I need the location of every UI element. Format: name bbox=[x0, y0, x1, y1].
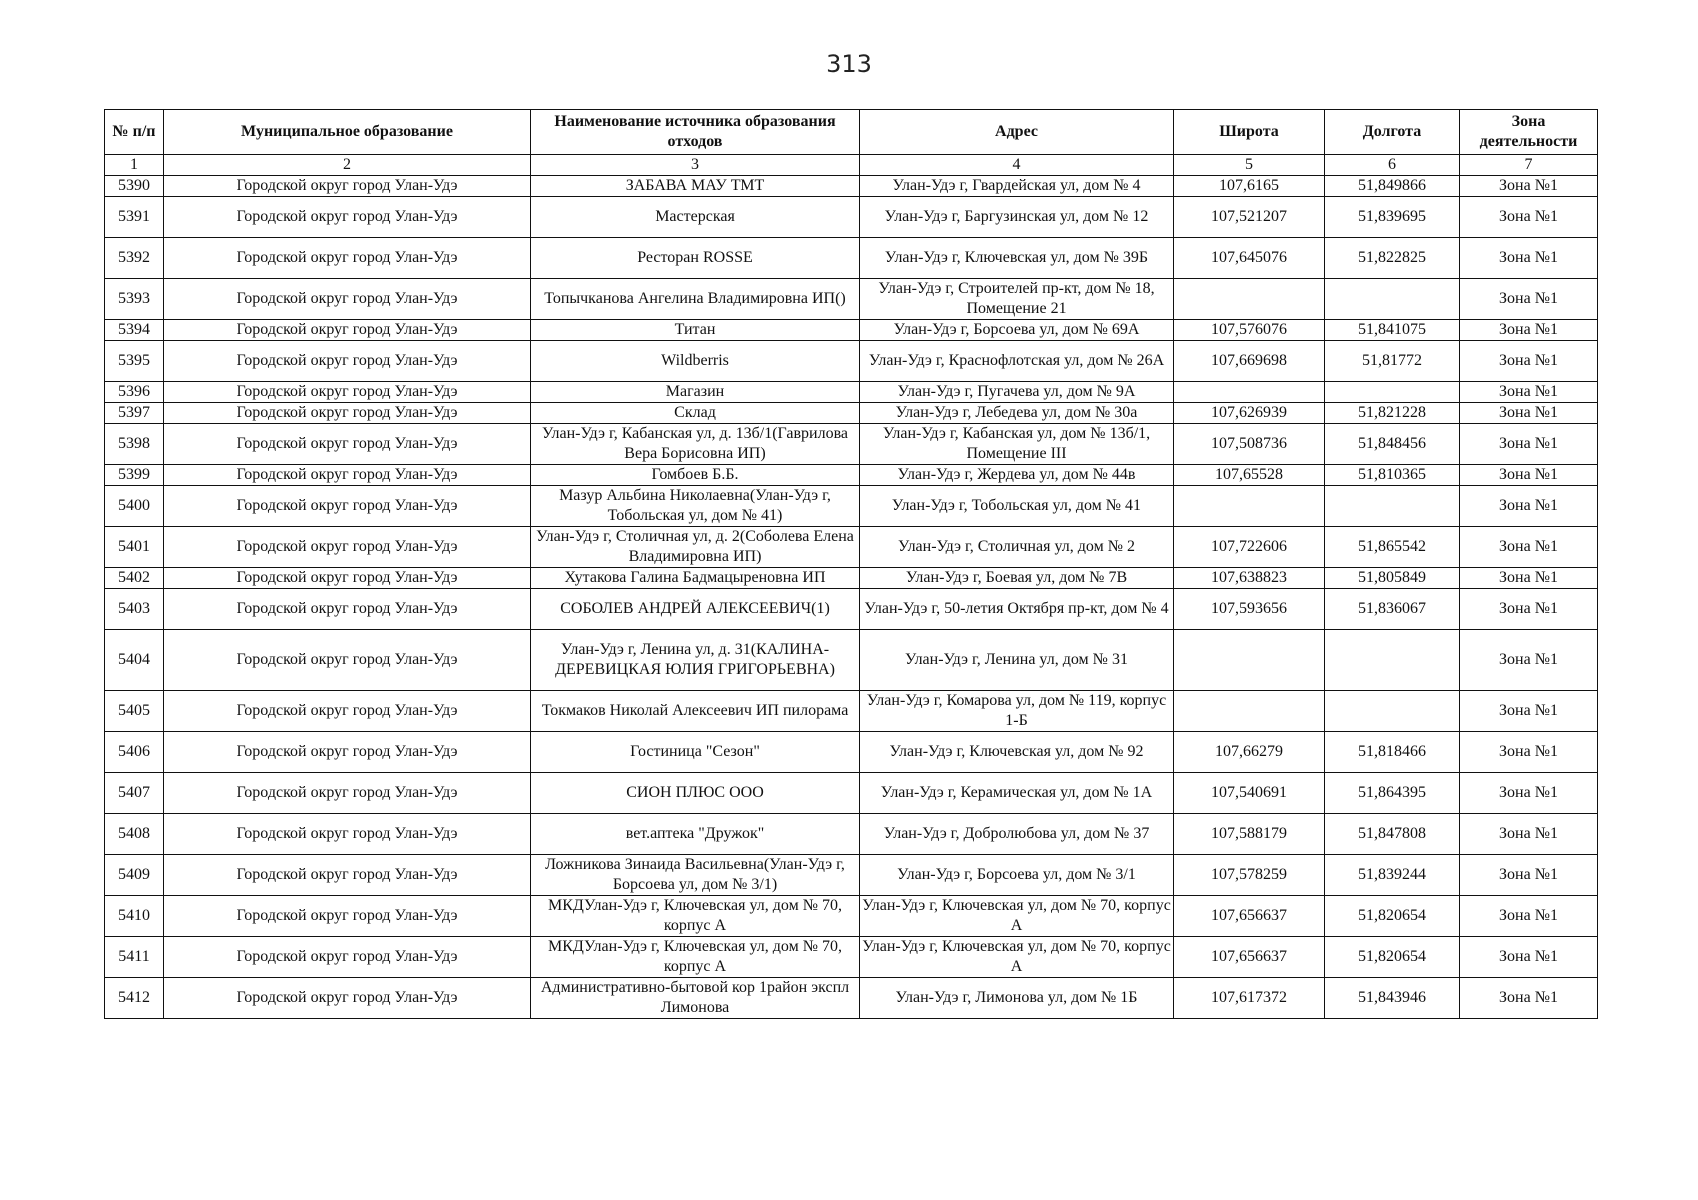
table-row bbox=[105, 773, 1598, 814]
cell-address: Улан-Удэ г, Борсоева ул, дом № 69А bbox=[860, 320, 1174, 341]
cell-source: МКДУлан-Удэ г, Ключевская ул, дом № 70, корпус А bbox=[531, 937, 860, 978]
cell-municipality: Городской округ город Улан-Удэ bbox=[164, 382, 531, 403]
cell-address: Улан-Удэ г, Тобольская ул, дом № 41 bbox=[860, 486, 1174, 527]
table-row bbox=[105, 630, 1598, 691]
cell-municipality: Городской округ город Улан-Удэ bbox=[164, 773, 531, 814]
column-header-longitude: Долгота bbox=[1325, 110, 1460, 155]
waste-source-table bbox=[104, 109, 1598, 1019]
cell-municipality: Городской округ город Улан-Удэ bbox=[164, 279, 531, 320]
cell-latitude: 107,6165 bbox=[1174, 176, 1325, 197]
cell-address: Улан-Удэ г, Столичная ул, дом № 2 bbox=[860, 527, 1174, 568]
cell-source: Ложникова Зинаида Васильевна(Улан-Удэ г, Борсоева ул, дом № 3/1) bbox=[531, 855, 860, 896]
table-row bbox=[105, 176, 1598, 197]
cell-source: Улан-Удэ г, Столичная ул, д. 2(Соболева Елена Владимировна ИП) bbox=[531, 527, 860, 568]
cell-number: 5406 bbox=[105, 732, 164, 773]
cell-municipality: Городской округ город Улан-Удэ bbox=[164, 937, 531, 978]
cell-source: Мазур Альбина Николаевна(Улан-Удэ г, Тобольская ул, дом № 41) bbox=[531, 486, 860, 527]
cell-address: Улан-Удэ г, Борсоева ул, дом № 3/1 bbox=[860, 855, 1174, 896]
cell-longitude: 51,81772 bbox=[1325, 341, 1460, 382]
cell-source: СОБОЛЕВ АНДРЕЙ АЛЕКСЕЕВИЧ(1) bbox=[531, 589, 860, 630]
cell-source: Гостиница "Сезон" bbox=[531, 732, 860, 773]
cell-number: 5410 bbox=[105, 896, 164, 937]
cell-zone: Зона №1 bbox=[1460, 691, 1598, 732]
cell-source: Wildberris bbox=[531, 341, 860, 382]
cell-number: 5412 bbox=[105, 978, 164, 1019]
cell-longitude: 51,836067 bbox=[1325, 589, 1460, 630]
table-row bbox=[105, 527, 1598, 568]
cell-municipality: Городской округ город Улан-Удэ bbox=[164, 691, 531, 732]
cell-latitude bbox=[1174, 279, 1325, 320]
cell-longitude: 51,839695 bbox=[1325, 197, 1460, 238]
cell-zone: Зона №1 bbox=[1460, 424, 1598, 465]
cell-address: Улан-Удэ г, Пугачева ул, дом № 9А bbox=[860, 382, 1174, 403]
table-row bbox=[105, 691, 1598, 732]
cell-source: Топычканова Ангелина Владимировна ИП() bbox=[531, 279, 860, 320]
cell-latitude bbox=[1174, 630, 1325, 691]
cell-latitude: 107,593656 bbox=[1174, 589, 1325, 630]
cell-source: Улан-Удэ г, Ленина ул, д. 31(КАЛИНА-ДЕРЕВИЦКАЯ ЮЛИЯ ГРИГОРЬЕВНА) bbox=[531, 630, 860, 691]
cell-municipality: Городской округ город Улан-Удэ bbox=[164, 320, 531, 341]
table-row bbox=[105, 589, 1598, 630]
table-row bbox=[105, 814, 1598, 855]
cell-municipality: Городской округ город Улан-Удэ bbox=[164, 341, 531, 382]
column-header-address: Адрес bbox=[860, 110, 1174, 155]
cell-longitude: 51,865542 bbox=[1325, 527, 1460, 568]
column-index: 6 bbox=[1325, 155, 1460, 176]
cell-number: 5411 bbox=[105, 937, 164, 978]
cell-longitude: 51,822825 bbox=[1325, 238, 1460, 279]
cell-municipality: Городской округ город Улан-Удэ bbox=[164, 176, 531, 197]
cell-zone: Зона №1 bbox=[1460, 320, 1598, 341]
cell-zone: Зона №1 bbox=[1460, 197, 1598, 238]
cell-zone: Зона №1 bbox=[1460, 978, 1598, 1019]
cell-longitude: 51,839244 bbox=[1325, 855, 1460, 896]
cell-number: 5393 bbox=[105, 279, 164, 320]
cell-municipality: Городской округ город Улан-Удэ bbox=[164, 589, 531, 630]
cell-municipality: Городской округ город Улан-Удэ bbox=[164, 527, 531, 568]
cell-municipality: Городской округ город Улан-Удэ bbox=[164, 465, 531, 486]
cell-number: 5402 bbox=[105, 568, 164, 589]
cell-number: 5399 bbox=[105, 465, 164, 486]
cell-longitude bbox=[1325, 630, 1460, 691]
cell-longitude bbox=[1325, 279, 1460, 320]
cell-latitude: 107,638823 bbox=[1174, 568, 1325, 589]
cell-zone: Зона №1 bbox=[1460, 937, 1598, 978]
table-row bbox=[105, 382, 1598, 403]
cell-source: Титан bbox=[531, 320, 860, 341]
cell-latitude: 107,645076 bbox=[1174, 238, 1325, 279]
cell-latitude: 107,578259 bbox=[1174, 855, 1325, 896]
table-row bbox=[105, 238, 1598, 279]
table-row bbox=[105, 978, 1598, 1019]
table-row bbox=[105, 465, 1598, 486]
cell-latitude: 107,626939 bbox=[1174, 403, 1325, 424]
table-row bbox=[105, 403, 1598, 424]
column-index: 3 bbox=[531, 155, 860, 176]
cell-latitude: 107,656637 bbox=[1174, 896, 1325, 937]
cell-number: 5401 bbox=[105, 527, 164, 568]
cell-address: Улан-Удэ г, Добролюбова ул, дом № 37 bbox=[860, 814, 1174, 855]
column-header-zone: Зона деятельности bbox=[1460, 110, 1598, 155]
cell-latitude bbox=[1174, 382, 1325, 403]
cell-address: Улан-Удэ г, Жердева ул, дом № 44в bbox=[860, 465, 1174, 486]
table-row bbox=[105, 855, 1598, 896]
cell-number: 5396 bbox=[105, 382, 164, 403]
column-header-municipality: Муниципальное образование bbox=[164, 110, 531, 155]
cell-municipality: Городской округ город Улан-Удэ bbox=[164, 424, 531, 465]
cell-longitude: 51,841075 bbox=[1325, 320, 1460, 341]
cell-source: СИОН ПЛЮС ООО bbox=[531, 773, 860, 814]
cell-address: Улан-Удэ г, Кабанская ул, дом № 13б/1, Помещение III bbox=[860, 424, 1174, 465]
cell-address: Улан-Удэ г, Лимонова ул, дом № 1Б bbox=[860, 978, 1174, 1019]
cell-longitude: 51,818466 bbox=[1325, 732, 1460, 773]
cell-address: Улан-Удэ г, 50-летия Октября пр-кт, дом № 4 bbox=[860, 589, 1174, 630]
cell-number: 5397 bbox=[105, 403, 164, 424]
cell-latitude bbox=[1174, 691, 1325, 732]
cell-number: 5405 bbox=[105, 691, 164, 732]
cell-latitude: 107,508736 bbox=[1174, 424, 1325, 465]
cell-municipality: Городской округ город Улан-Удэ bbox=[164, 630, 531, 691]
cell-source: Ресторан ROSSE bbox=[531, 238, 860, 279]
cell-number: 5403 bbox=[105, 589, 164, 630]
cell-latitude: 107,669698 bbox=[1174, 341, 1325, 382]
cell-number: 5398 bbox=[105, 424, 164, 465]
cell-longitude: 51,805849 bbox=[1325, 568, 1460, 589]
cell-latitude: 107,576076 bbox=[1174, 320, 1325, 341]
cell-zone: Зона №1 bbox=[1460, 486, 1598, 527]
cell-zone: Зона №1 bbox=[1460, 382, 1598, 403]
cell-longitude: 51,820654 bbox=[1325, 896, 1460, 937]
cell-address: Улан-Удэ г, Гвардейская ул, дом № 4 bbox=[860, 176, 1174, 197]
column-header-latitude: Широта bbox=[1174, 110, 1325, 155]
cell-address: Улан-Удэ г, Ключевская ул, дом № 70, корпус А bbox=[860, 937, 1174, 978]
cell-longitude bbox=[1325, 486, 1460, 527]
table-row bbox=[105, 896, 1598, 937]
cell-municipality: Городской округ город Улан-Удэ bbox=[164, 568, 531, 589]
cell-municipality: Городской округ город Улан-Удэ bbox=[164, 978, 531, 1019]
cell-municipality: Городской округ город Улан-Удэ bbox=[164, 732, 531, 773]
table-row bbox=[105, 486, 1598, 527]
table-row bbox=[105, 732, 1598, 773]
cell-zone: Зона №1 bbox=[1460, 589, 1598, 630]
cell-source: Токмаков Николай Алексеевич ИП пилорама bbox=[531, 691, 860, 732]
cell-address: Улан-Удэ г, Ленина ул, дом № 31 bbox=[860, 630, 1174, 691]
table-row bbox=[105, 424, 1598, 465]
cell-municipality: Городской округ город Улан-Удэ bbox=[164, 486, 531, 527]
cell-source: Склад bbox=[531, 403, 860, 424]
cell-source: Магазин bbox=[531, 382, 860, 403]
cell-municipality: Городской округ город Улан-Удэ bbox=[164, 197, 531, 238]
cell-longitude: 51,843946 bbox=[1325, 978, 1460, 1019]
column-index: 1 bbox=[105, 155, 164, 176]
page-number: 313 bbox=[826, 50, 872, 78]
cell-number: 5394 bbox=[105, 320, 164, 341]
cell-longitude bbox=[1325, 382, 1460, 403]
cell-municipality: Городской округ город Улан-Удэ bbox=[164, 403, 531, 424]
cell-address: Улан-Удэ г, Краснофлотская ул, дом № 26А bbox=[860, 341, 1174, 382]
table-row bbox=[105, 320, 1598, 341]
cell-longitude: 51,848456 bbox=[1325, 424, 1460, 465]
table-row bbox=[105, 568, 1598, 589]
table-row bbox=[105, 279, 1598, 320]
cell-zone: Зона №1 bbox=[1460, 527, 1598, 568]
cell-zone: Зона №1 bbox=[1460, 896, 1598, 937]
cell-latitude: 107,521207 bbox=[1174, 197, 1325, 238]
cell-municipality: Городской округ город Улан-Удэ bbox=[164, 814, 531, 855]
cell-address: Улан-Удэ г, Ключевская ул, дом № 70, корпус А bbox=[860, 896, 1174, 937]
cell-zone: Зона №1 bbox=[1460, 403, 1598, 424]
cell-number: 5400 bbox=[105, 486, 164, 527]
cell-address: Улан-Удэ г, Комарова ул, дом № 119, корпус 1-Б bbox=[860, 691, 1174, 732]
cell-source: ЗАБАВА МАУ ТМТ bbox=[531, 176, 860, 197]
cell-number: 5391 bbox=[105, 197, 164, 238]
cell-number: 5404 bbox=[105, 630, 164, 691]
cell-address: Улан-Удэ г, Керамическая ул, дом № 1А bbox=[860, 773, 1174, 814]
cell-zone: Зона №1 bbox=[1460, 855, 1598, 896]
cell-source: Гомбоев Б.Б. bbox=[531, 465, 860, 486]
cell-address: Улан-Удэ г, Боевая ул, дом № 7В bbox=[860, 568, 1174, 589]
cell-latitude: 107,66279 bbox=[1174, 732, 1325, 773]
cell-municipality: Городской округ город Улан-Удэ bbox=[164, 238, 531, 279]
cell-source: Административно-бытовой кор 1район экспл Лимонова bbox=[531, 978, 860, 1019]
cell-zone: Зона №1 bbox=[1460, 630, 1598, 691]
cell-address: Улан-Удэ г, Ключевская ул, дом № 92 bbox=[860, 732, 1174, 773]
cell-longitude: 51,847808 bbox=[1325, 814, 1460, 855]
cell-address: Улан-Удэ г, Строителей пр-кт, дом № 18, Помещение 21 bbox=[860, 279, 1174, 320]
cell-latitude: 107,617372 bbox=[1174, 978, 1325, 1019]
cell-source: вет.аптека "Дружок" bbox=[531, 814, 860, 855]
cell-number: 5408 bbox=[105, 814, 164, 855]
column-index: 4 bbox=[860, 155, 1174, 176]
cell-zone: Зона №1 bbox=[1460, 176, 1598, 197]
cell-latitude: 107,656637 bbox=[1174, 937, 1325, 978]
cell-number: 5392 bbox=[105, 238, 164, 279]
cell-number: 5395 bbox=[105, 341, 164, 382]
cell-address: Улан-Удэ г, Баргузинская ул, дом № 12 bbox=[860, 197, 1174, 238]
cell-source: Хутакова Галина Бадмацыреновна ИП bbox=[531, 568, 860, 589]
column-index: 5 bbox=[1174, 155, 1325, 176]
table-row bbox=[105, 341, 1598, 382]
header-row bbox=[105, 110, 1598, 155]
cell-longitude: 51,849866 bbox=[1325, 176, 1460, 197]
cell-latitude: 107,65528 bbox=[1174, 465, 1325, 486]
column-index-row bbox=[105, 155, 1598, 176]
cell-zone: Зона №1 bbox=[1460, 238, 1598, 279]
cell-longitude: 51,821228 bbox=[1325, 403, 1460, 424]
cell-address: Улан-Удэ г, Ключевская ул, дом № 39Б bbox=[860, 238, 1174, 279]
column-header-source: Наименование источника образования отходов bbox=[531, 110, 860, 155]
cell-latitude: 107,722606 bbox=[1174, 527, 1325, 568]
cell-latitude: 107,588179 bbox=[1174, 814, 1325, 855]
cell-zone: Зона №1 bbox=[1460, 465, 1598, 486]
cell-municipality: Городской округ город Улан-Удэ bbox=[164, 855, 531, 896]
cell-source: МКДУлан-Удэ г, Ключевская ул, дом № 70, корпус А bbox=[531, 896, 860, 937]
cell-zone: Зона №1 bbox=[1460, 279, 1598, 320]
column-index: 2 bbox=[164, 155, 531, 176]
cell-longitude bbox=[1325, 691, 1460, 732]
cell-zone: Зона №1 bbox=[1460, 814, 1598, 855]
cell-zone: Зона №1 bbox=[1460, 732, 1598, 773]
cell-number: 5409 bbox=[105, 855, 164, 896]
table-row bbox=[105, 197, 1598, 238]
table-row bbox=[105, 937, 1598, 978]
cell-longitude: 51,820654 bbox=[1325, 937, 1460, 978]
cell-zone: Зона №1 bbox=[1460, 568, 1598, 589]
column-index: 7 bbox=[1460, 155, 1598, 176]
cell-address: Улан-Удэ г, Лебедева ул, дом № 30а bbox=[860, 403, 1174, 424]
cell-longitude: 51,810365 bbox=[1325, 465, 1460, 486]
column-header-number: № п/п bbox=[105, 110, 164, 155]
cell-zone: Зона №1 bbox=[1460, 341, 1598, 382]
table-body bbox=[105, 176, 1598, 1019]
cell-latitude bbox=[1174, 486, 1325, 527]
cell-source: Мастерская bbox=[531, 197, 860, 238]
cell-number: 5407 bbox=[105, 773, 164, 814]
cell-latitude: 107,540691 bbox=[1174, 773, 1325, 814]
cell-number: 5390 bbox=[105, 176, 164, 197]
cell-source: Улан-Удэ г, Кабанская ул, д. 13б/1(Гаврилова Вера Борисовна ИП) bbox=[531, 424, 860, 465]
cell-zone: Зона №1 bbox=[1460, 773, 1598, 814]
cell-longitude: 51,864395 bbox=[1325, 773, 1460, 814]
cell-municipality: Городской округ город Улан-Удэ bbox=[164, 896, 531, 937]
